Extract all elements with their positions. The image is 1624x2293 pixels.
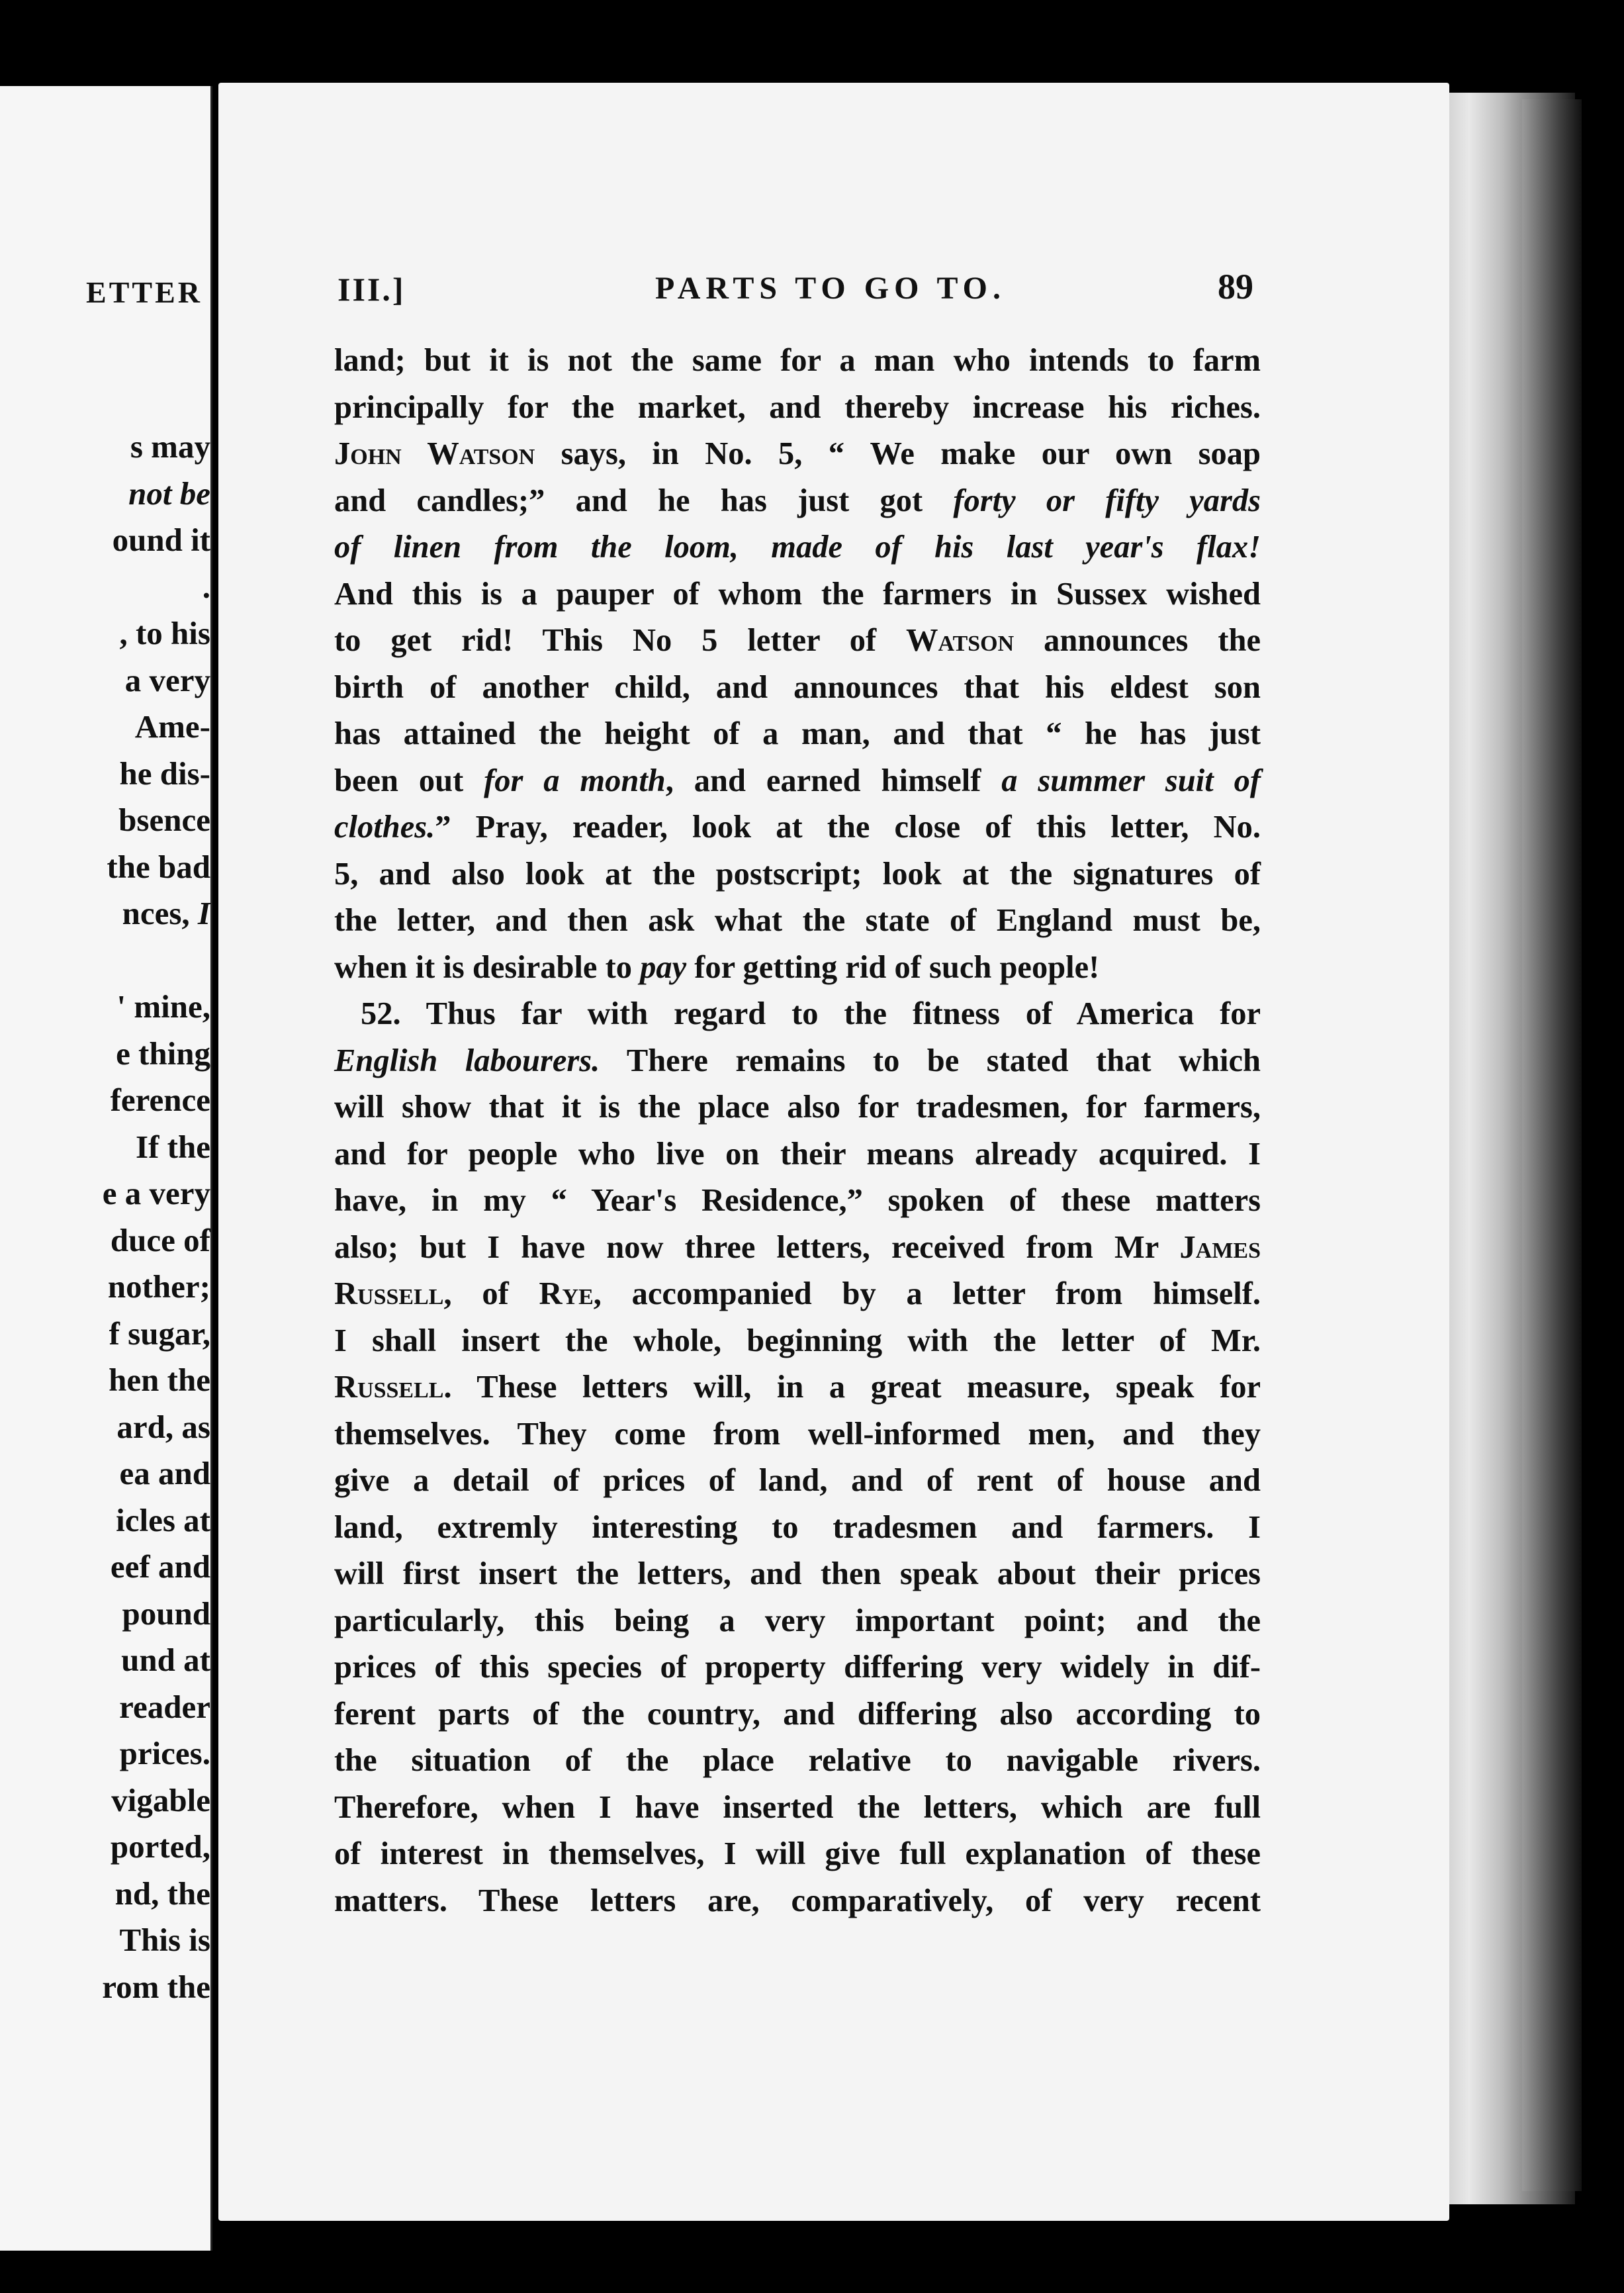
running-header: [338, 267, 1264, 310]
text-line: land; but it is not the same for a man who intends to farm: [334, 343, 1261, 378]
left-text-line: the bad: [107, 848, 210, 885]
left-text-line: .: [202, 568, 210, 605]
text-line: land, extremly interesting to tradesmen and farmers. I: [334, 1509, 1261, 1545]
left-page-header: ETTER: [86, 275, 203, 309]
left-text-line: not be: [128, 475, 210, 512]
text-line: have, in my “ Year's Residence,” spoken of these matters: [334, 1183, 1261, 1218]
text-line: prices of this species of property differing very widely in dif-: [334, 1650, 1261, 1685]
text-line: has attained the height of a man, and that “ he has just: [334, 716, 1261, 751]
person-name: Russell: [334, 1276, 444, 1311]
left-text-line: e thing: [116, 1035, 210, 1072]
text-line: John Watson says, in No. 5, “ We make our own soap: [334, 436, 1261, 471]
left-text-line: ound it: [112, 522, 210, 558]
left-text-line: ference: [110, 1082, 210, 1118]
left-text-line: vigable: [111, 1781, 210, 1818]
text-line: particularly, this being a very important point; and the: [334, 1603, 1261, 1638]
text-line: the letter, and then ask what the state of England must be,: [334, 903, 1261, 938]
running-title: PARTS TO GO TO.: [655, 271, 1007, 306]
left-text-line: eef and: [110, 1548, 210, 1585]
text-line: been out for a month, and earned himself a summer suit of: [334, 763, 1261, 798]
left-text-line: This is: [119, 1922, 210, 1958]
person-name: James: [1179, 1229, 1261, 1265]
person-name: Russell: [334, 1370, 444, 1405]
place-name: Rye: [539, 1276, 594, 1311]
page-edge-shadow: [1522, 99, 1582, 2191]
left-text-line: [0, 937, 210, 984]
left-text-line: pound: [122, 1595, 210, 1632]
text-line: Therefore, when I have inserted the letters, which are full: [334, 1789, 1261, 1825]
left-text-line: und at: [121, 1642, 210, 1678]
text-line: and for people who live on their means already acquired. I: [334, 1136, 1261, 1172]
left-text-line: he dis-: [119, 755, 210, 792]
person-name: John Watson: [334, 436, 535, 471]
text-line: ferent parts of the country, and differing also according to: [334, 1696, 1261, 1732]
left-text-line: ea and: [119, 1455, 210, 1491]
left-text-line: reader: [119, 1688, 210, 1725]
body-text: [334, 338, 1261, 1924]
left-text-line: ard, as: [116, 1408, 210, 1445]
text-line: English labourers. There remains to be stated that which: [334, 1043, 1261, 1078]
text-line: And this is a pauper of whom the farmers in Sussex wished: [334, 576, 1261, 612]
text-line: I shall insert the whole, beginning with the letter of Mr.: [334, 1323, 1261, 1358]
text-line: give a detail of prices of land, and of rent of house and: [334, 1463, 1261, 1498]
text-line: also; but I have now three letters, received from Mr James: [334, 1229, 1261, 1265]
text-line: of linen from the loom, made of his last year's flax!: [334, 530, 1261, 565]
text-line: to get rid! This No 5 letter of Watson announces the: [334, 623, 1261, 658]
left-text-line: Ame-: [134, 708, 210, 745]
text-line: the situation of the place relative to navigable rivers.: [334, 1743, 1261, 1778]
paragraph-start: 52. Thus far with regard to the fitness of America for: [361, 996, 1261, 1031]
left-text-line: prices.: [119, 1735, 210, 1771]
left-text-line: , to his: [119, 615, 210, 651]
text-line: Russell. These letters will, in a great measure, speak for: [334, 1370, 1261, 1405]
left-text-line: If the: [136, 1128, 210, 1165]
left-text-line: nother;: [107, 1268, 210, 1305]
left-text-line: a very: [124, 661, 210, 698]
text-line: 5, and also look at the postscript; look at the signatures of: [334, 856, 1261, 892]
text-line: Russell, of Rye, accompanied by a letter from himself.: [334, 1276, 1261, 1311]
page-number: 89: [1218, 267, 1253, 306]
left-text-line: nces, I: [122, 895, 210, 931]
text-line: clothes.” Pray, reader, look at the close of this letter, No.: [334, 810, 1261, 845]
left-text-line: bsence: [118, 802, 210, 838]
person-name: Watson: [906, 623, 1015, 658]
chapter-marker: III.]: [338, 271, 406, 308]
text-line: of interest in themselves, I will give full explanation of these: [334, 1836, 1261, 1871]
left-page: [0, 86, 212, 2251]
left-text-line: hen the: [109, 1362, 210, 1398]
text-line: themselves. They come from well-informed men, and they: [334, 1416, 1261, 1452]
left-text-line: duce of: [110, 1221, 210, 1258]
text-line: principally for the market, and thereby increase his riches.: [334, 389, 1261, 425]
text-line: will first insert the letters, and then speak about their prices: [334, 1556, 1261, 1591]
left-text-line: f sugar,: [109, 1315, 210, 1352]
left-text-line: ' mine,: [116, 988, 210, 1025]
text-line: and candles;” and he has just got forty or fifty yards: [334, 483, 1261, 518]
left-text-line: s may: [130, 428, 210, 465]
text-line: when it is desirable to pay for getting rid of such people!: [334, 949, 1100, 985]
left-text-line: icles at: [116, 1501, 210, 1538]
left-text-line: ported,: [110, 1828, 210, 1865]
text-line: birth of another child, and announces that his eldest son: [334, 669, 1261, 705]
left-text-line: nd, the: [114, 1875, 210, 1912]
text-line: will show that it is the place also for tradesmen, for farmers,: [334, 1090, 1261, 1125]
left-text-line: e a very: [102, 1175, 210, 1211]
text-line: matters. These letters are, comparatively, of very recent: [334, 1883, 1261, 1918]
left-page-text: [0, 424, 210, 2010]
left-text-line: rom the: [102, 1968, 210, 2005]
